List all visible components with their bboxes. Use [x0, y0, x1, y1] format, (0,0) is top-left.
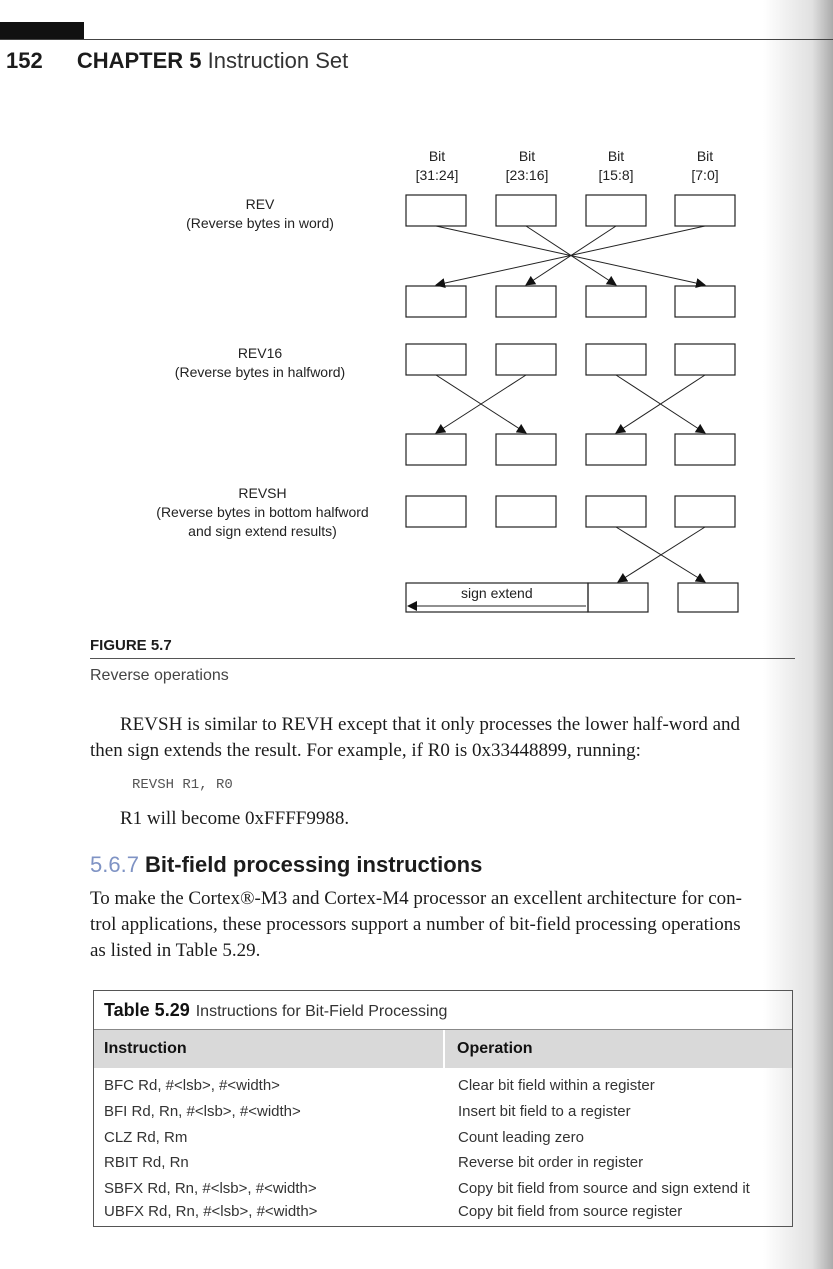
paragraph-revsh: REVSH is similar to REVH except that it only processes the lower half-word and then sign extends the result. For example, if R0 is 0x33448899, running:	[90, 714, 741, 761]
cell-operation: Clear bit field within a register	[458, 1077, 655, 1094]
bit-heading-15-8: Bit [15:8]	[598, 148, 634, 183]
cell-instruction: BFC Rd, #<lsb>, #<width>	[104, 1077, 280, 1094]
bit-heading-23-16: Bit [23:16]	[505, 148, 549, 183]
cell-instruction: SBFX Rd, Rn, #<lsb>, #<width>	[104, 1180, 317, 1197]
figure-caption: Reverse operations	[90, 667, 229, 684]
rev16-dst-byte2	[496, 434, 556, 465]
revsh-src-byte1	[586, 496, 646, 527]
table-title	[104, 1000, 447, 1021]
rev16-src-byte0	[675, 344, 735, 375]
table-caption: Instructions for Bit-Field Processing	[195, 1003, 448, 1020]
rev-dst-byte1	[586, 286, 646, 317]
revsh-src-byte0	[675, 496, 735, 527]
rev16-dst-byte1	[586, 434, 646, 465]
column-header-instruction: Instruction	[104, 1040, 187, 1057]
page-number: 152	[6, 48, 43, 73]
bit-heading-31-24: Bit [31:24]	[415, 148, 459, 183]
rev16-label: REV16 (Reverse bytes in halfword)	[174, 345, 346, 380]
rev-dst-byte2	[496, 286, 556, 317]
revsh-src-byte3	[406, 496, 466, 527]
sign-extend-label: sign extend	[461, 585, 533, 601]
section-paragraph: To make the Cortex®-M3 and Cortex-M4 processor an excellent architecture for con- trol applications, these processors support a number of bit-field processing operations as listed in Table 5.29.	[90, 888, 743, 961]
rev-src-byte0	[675, 195, 735, 226]
cell-operation: Copy bit field from source and sign extend it	[458, 1180, 750, 1197]
code-snippet: REVSH R1, R0	[132, 777, 233, 793]
rev-label: REV (Reverse bytes in word)	[186, 196, 334, 231]
chapter-title: Instruction Set	[207, 48, 349, 73]
section-number: 5.6.7	[90, 852, 139, 877]
column-divider	[443, 1030, 445, 1068]
rev-src-byte2	[496, 195, 556, 226]
revsh-label: REVSH (Reverse bytes in bottom halfword and sign extend results)	[156, 485, 369, 539]
revsh-src-byte2	[496, 496, 556, 527]
cell-operation: Insert bit field to a register	[458, 1103, 631, 1120]
section-heading	[90, 852, 482, 878]
bit-heading-7-0: Bit [7:0]	[691, 148, 719, 183]
rev-src-byte1	[586, 195, 646, 226]
rev16-dst-byte3	[406, 434, 466, 465]
table-header-row	[94, 1029, 792, 1068]
table-label: Table 5.29	[104, 1000, 190, 1020]
revsh-dst-byte1	[588, 583, 648, 612]
table-5-29	[93, 990, 793, 1227]
cell-instruction: CLZ Rd, Rm	[104, 1129, 188, 1146]
rev16-src-byte2	[496, 344, 556, 375]
figure-label: FIGURE 5.7	[90, 637, 172, 654]
cell-operation: Reverse bit order in register	[458, 1154, 644, 1171]
cell-instruction: UBFX Rd, Rn, #<lsb>, #<width>	[104, 1203, 318, 1220]
paragraph-result: R1 will become 0xFFFF9988.	[120, 808, 350, 829]
rev-dst-byte0	[675, 286, 735, 317]
section-title: Bit-field processing instructions	[144, 852, 483, 877]
rev16-src-byte3	[406, 344, 466, 375]
rev-dst-byte3	[406, 286, 466, 317]
chapter-label: CHAPTER 5	[76, 48, 202, 73]
rev-src-byte3	[406, 195, 466, 226]
cell-operation: Copy bit field from source register	[458, 1203, 683, 1220]
revsh-dst-byte0	[678, 583, 738, 612]
rev16-dst-byte0	[675, 434, 735, 465]
rev16-src-byte1	[586, 344, 646, 375]
figure-rule	[90, 658, 795, 659]
cell-instruction: BFI Rd, Rn, #<lsb>, #<width>	[104, 1103, 301, 1120]
column-header-operation: Operation	[457, 1040, 533, 1057]
cell-instruction: RBIT Rd, Rn	[104, 1154, 189, 1171]
cell-operation: Count leading zero	[458, 1129, 584, 1146]
